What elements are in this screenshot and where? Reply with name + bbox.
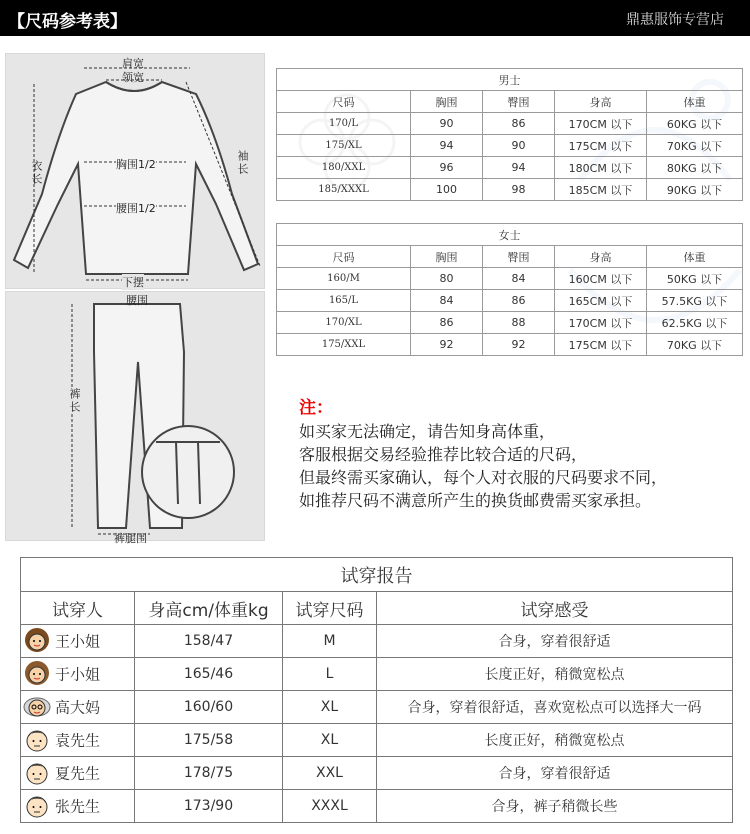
- notes-line: 客服根据交易经验推荐比较合适的尺码，: [299, 445, 588, 464]
- header-height: 身高: [555, 91, 647, 113]
- height-weight-cell: 173/90: [135, 790, 283, 823]
- store-name: 鼎惠服饰专营店: [626, 12, 724, 28]
- shirt-outline-icon: [6, 54, 266, 290]
- hip-cell: 90: [483, 135, 555, 157]
- hip-cell: 86: [483, 290, 555, 312]
- hip-cell: 84: [483, 268, 555, 290]
- size-cell: 180/XXL: [277, 157, 411, 179]
- header-chest: 胸围: [411, 91, 483, 113]
- table-row: [21, 691, 733, 724]
- size-cell: XXXL: [283, 790, 377, 823]
- header-feedback: 试穿感受: [377, 592, 733, 625]
- table-row: [277, 179, 743, 201]
- weight-cell: 57.5KG 以下: [647, 290, 743, 312]
- tester-name: 于小姐: [55, 665, 101, 684]
- feedback-cell: 合身，裤子稍微长些: [377, 790, 733, 823]
- tester-name: 张先生: [55, 797, 101, 816]
- height-cell: 165CM 以下: [555, 290, 647, 312]
- table-row: [21, 658, 733, 691]
- notes-line: 如推荐尺码不满意所产生的换货邮费需买家承担。: [299, 491, 652, 510]
- hip-cell: 88: [483, 312, 555, 334]
- weight-cell: 50KG 以下: [647, 268, 743, 290]
- chest-cell: 86: [411, 312, 483, 334]
- tester-name: 夏先生: [55, 764, 101, 783]
- man-avatar-icon: [23, 792, 51, 820]
- height-weight-cell: 160/60: [135, 691, 283, 724]
- header-weight: 体重: [647, 246, 743, 268]
- height-cell: 160CM 以下: [555, 268, 647, 290]
- chest-label: 胸围1/2: [116, 158, 156, 171]
- table-row: [277, 135, 743, 157]
- waist-label: 腰围1/2: [116, 202, 156, 215]
- height-cell: 175CM 以下: [555, 135, 647, 157]
- chest-cell: 96: [411, 157, 483, 179]
- body-length-label: 衣长: [30, 160, 43, 186]
- weight-cell: 80KG 以下: [647, 157, 743, 179]
- report-title: 试穿报告: [21, 558, 733, 592]
- woman-avatar-icon: [23, 627, 51, 655]
- table-header-row: [277, 246, 743, 268]
- table-row: [21, 724, 733, 757]
- chest-cell: 94: [411, 135, 483, 157]
- size-cell: XL: [283, 724, 377, 757]
- height-cell: 185CM 以下: [555, 179, 647, 201]
- weight-cell: 90KG 以下: [647, 179, 743, 201]
- header-size: 尺码: [277, 246, 411, 268]
- header-size: 尺码: [277, 91, 411, 113]
- man-avatar-icon: [23, 759, 51, 787]
- pants-measurement-diagram: [5, 291, 265, 545]
- table-row: [21, 625, 733, 658]
- table-row: [277, 334, 743, 356]
- size-cell: 185/XXXL: [277, 179, 411, 201]
- page-title: 【尺码参考表】: [8, 12, 127, 32]
- table-row: [277, 290, 743, 312]
- notes-line: 但最终需买家确认，每个人对衣服的尺码要求不同，: [299, 468, 668, 487]
- men-size-table: [276, 68, 743, 201]
- header-tester: 试穿人: [21, 592, 135, 625]
- header-chest: 胸围: [411, 246, 483, 268]
- table-header-row: [277, 91, 743, 113]
- hip-cell: 98: [483, 179, 555, 201]
- woman-avatar-icon: [23, 660, 51, 688]
- weight-cell: 70KG 以下: [647, 334, 743, 356]
- tester-name: 高大妈: [55, 698, 101, 717]
- table-row: [21, 757, 733, 790]
- table-header-row: [21, 592, 733, 625]
- height-cell: 180CM 以下: [555, 157, 647, 179]
- feedback-cell: 合身，穿着很舒适: [377, 625, 733, 658]
- pants-outline-icon: [6, 292, 266, 542]
- hip-cell: 92: [483, 334, 555, 356]
- weight-cell: 70KG 以下: [647, 135, 743, 157]
- header-weight: 体重: [647, 91, 743, 113]
- table-row: [277, 157, 743, 179]
- chest-cell: 80: [411, 268, 483, 290]
- height-cell: 170CM 以下: [555, 312, 647, 334]
- notes-block: [299, 397, 667, 512]
- chest-cell: 100: [411, 179, 483, 201]
- feedback-cell: 合身，穿着很舒适: [377, 757, 733, 790]
- weight-cell: 62.5KG 以下: [647, 312, 743, 334]
- notes-line: 如买家无法确定，请告知身高体重，: [299, 422, 556, 441]
- pants-length-label: 裤长: [68, 388, 81, 414]
- header-size: 试穿尺码: [283, 592, 377, 625]
- height-weight-cell: 178/75: [135, 757, 283, 790]
- top-measurement-diagram: [5, 53, 265, 289]
- size-cell: XXL: [283, 757, 377, 790]
- sleeve-length-label: 袖长: [236, 150, 249, 176]
- hip-cell: 86: [483, 113, 555, 135]
- neckline-label: 领宽: [122, 71, 144, 84]
- table-row: [277, 268, 743, 290]
- size-cell: 170/XL: [277, 312, 411, 334]
- leg-opening-label: 裤腿围: [114, 532, 147, 545]
- size-cell: 170/L: [277, 113, 411, 135]
- size-cell: 165/L: [277, 290, 411, 312]
- chest-cell: 90: [411, 113, 483, 135]
- size-cell: L: [283, 658, 377, 691]
- men-table-caption: 男士: [277, 69, 743, 91]
- table-row: [277, 312, 743, 334]
- feedback-cell: 长度正好，稍微宽松点: [377, 724, 733, 757]
- header-height: 身高: [555, 246, 647, 268]
- feedback-cell: 长度正好，稍微宽松点: [377, 658, 733, 691]
- pants-waist-label: 腰围: [126, 294, 148, 307]
- header-height-weight: 身高cm/体重kg: [135, 592, 283, 625]
- height-weight-cell: 158/47: [135, 625, 283, 658]
- height-cell: 170CM 以下: [555, 113, 647, 135]
- weight-cell: 60KG 以下: [647, 113, 743, 135]
- man-avatar-icon: [23, 726, 51, 754]
- tester-name: 王小姐: [55, 632, 101, 651]
- table-row: [277, 113, 743, 135]
- women-table-caption: 女士: [277, 224, 743, 246]
- size-cell: 175/XL: [277, 135, 411, 157]
- height-cell: 175CM 以下: [555, 334, 647, 356]
- notes-label: 注：: [299, 398, 333, 418]
- header-bar: [0, 0, 750, 36]
- chest-cell: 92: [411, 334, 483, 356]
- fitting-report-table: [20, 557, 733, 823]
- hem-label: 下摆: [122, 276, 144, 289]
- height-weight-cell: 165/46: [135, 658, 283, 691]
- chest-cell: 84: [411, 290, 483, 312]
- table-row: [21, 790, 733, 823]
- feedback-cell: 合身，穿着很舒适，喜欢宽松点可以选择大一码: [377, 691, 733, 724]
- size-cell: 175/XXL: [277, 334, 411, 356]
- tester-name: 袁先生: [55, 731, 101, 750]
- elder-woman-avatar-icon: [23, 693, 51, 721]
- header-hip: 臀围: [483, 91, 555, 113]
- size-cell: 160/M: [277, 268, 411, 290]
- size-cell: M: [283, 625, 377, 658]
- height-weight-cell: 175/58: [135, 724, 283, 757]
- size-cell: XL: [283, 691, 377, 724]
- header-hip: 臀围: [483, 246, 555, 268]
- hip-cell: 94: [483, 157, 555, 179]
- women-size-table: [276, 223, 743, 356]
- shoulder-label: 肩宽: [122, 57, 144, 70]
